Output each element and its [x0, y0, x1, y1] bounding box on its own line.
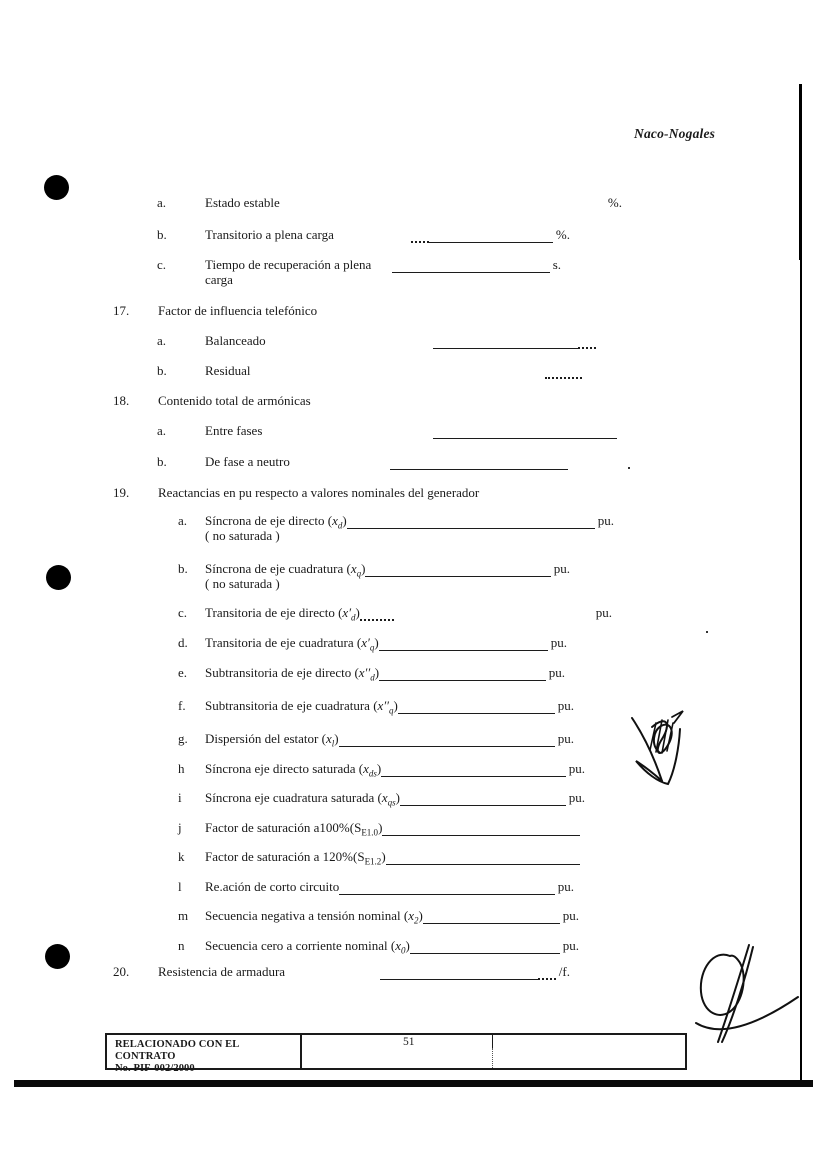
symbol-subscript: 0 — [401, 945, 406, 956]
blank-field-line — [433, 335, 578, 349]
label-text: Transitoria de eje directo ( — [205, 605, 343, 620]
item-label — [205, 333, 266, 349]
blank-field-line — [382, 822, 580, 836]
footer-table — [105, 1033, 687, 1074]
item-label — [205, 454, 290, 470]
spacer — [285, 966, 380, 980]
unit-label: pu. — [557, 698, 574, 713]
dotted-fill-line — [545, 364, 582, 379]
blank-field-line — [423, 910, 560, 924]
item-letter: i — [178, 790, 182, 805]
dotted-fill-line — [360, 606, 394, 621]
symbol-subscript: q — [356, 568, 362, 579]
label-text: x — [350, 561, 357, 576]
label-text: Balanceado — [205, 333, 266, 348]
unit-label: %. — [555, 227, 570, 242]
symbol-subscript: d — [351, 612, 356, 623]
item-letter: a. — [178, 513, 188, 528]
unit-label: pu. — [557, 731, 574, 746]
blank-field-line — [381, 763, 566, 777]
item-number: 19. — [113, 485, 130, 500]
hole-punch-dot — [46, 565, 71, 590]
blank-field-line — [390, 456, 568, 470]
item-letter: d. — [178, 635, 188, 650]
item-label — [205, 820, 382, 836]
unit-label: pu. — [548, 665, 565, 680]
label-text: Contenido total de armónicas — [158, 393, 311, 408]
row-content — [205, 227, 570, 243]
label-text: Residual — [205, 363, 251, 378]
item-letter: m — [178, 908, 189, 923]
footer-contract-line2: No. PIF-002/2000 — [115, 1063, 195, 1074]
item-letter: e. — [178, 665, 188, 680]
label-text: Transitoria de eje cuadratura ( — [205, 635, 362, 650]
scan-speck — [706, 631, 708, 633]
label-text: ) — [378, 820, 383, 835]
item-letter: a. — [157, 423, 167, 438]
blank-field-line — [379, 637, 548, 651]
row-content — [205, 195, 622, 211]
label-text: Re.ación de corto circuito — [205, 879, 340, 894]
blank-field-line — [392, 259, 550, 273]
row-content — [205, 698, 574, 714]
symbol-subscript: qs — [387, 797, 396, 808]
label-text: ) — [334, 731, 339, 746]
row-content — [158, 303, 317, 319]
label-text: ) — [376, 761, 382, 776]
item-label — [158, 964, 285, 980]
label-text: x — [408, 908, 415, 923]
item-label — [205, 195, 280, 211]
item-label — [158, 485, 479, 501]
row-content — [205, 454, 568, 470]
item-label-line2: ( no saturada ) — [205, 576, 280, 591]
blank-field-line — [347, 515, 595, 529]
label-text: ) — [395, 790, 400, 805]
item-letter: h — [178, 761, 185, 776]
symbol-subscript: E1.2 — [364, 856, 382, 867]
footer-contract-line1: RELACIONADO CON EL CONTRATO — [115, 1039, 239, 1062]
label-text: x′ — [361, 635, 370, 650]
item-label — [158, 303, 317, 319]
unit-label: pu. — [595, 605, 612, 620]
item-label — [205, 665, 379, 681]
label-text: x — [363, 761, 369, 776]
footer-cell-divider — [492, 1035, 493, 1048]
item-letter: b. — [157, 227, 167, 242]
handwritten-signature-icon — [686, 936, 802, 1046]
label-text: Factor de influencia telefónico — [158, 303, 318, 318]
item-label — [205, 363, 251, 379]
item-letter: b. — [157, 363, 167, 378]
label-text: Estado estable — [205, 195, 280, 210]
symbol-subscript: d — [370, 672, 375, 683]
item-label — [205, 879, 339, 895]
footer-cell-divider — [492, 1048, 493, 1068]
handwritten-initials-icon — [622, 693, 694, 789]
row-content — [158, 485, 479, 501]
unit-label: pu. — [553, 561, 570, 576]
label-text: Síncrona eje directo saturada ( — [205, 761, 364, 776]
dotted-fill-line — [578, 334, 596, 349]
hole-punch-dot — [45, 944, 70, 969]
label-text: Transitorio a plena carga — [205, 227, 334, 242]
item-number: 17. — [113, 303, 130, 318]
row-content — [205, 849, 580, 865]
item-letter: c. — [178, 605, 188, 620]
blank-field-line — [398, 700, 555, 714]
symbol-subscript: E1.0 — [361, 827, 379, 838]
label-text: ) — [381, 849, 386, 864]
header-project-label: Naco-Nogales — [634, 126, 716, 141]
row-content — [205, 635, 567, 651]
label-text: ) — [405, 938, 410, 953]
label-text: ) — [355, 605, 360, 620]
item-letter: j — [178, 820, 182, 835]
row-content — [205, 908, 579, 924]
row-content — [205, 333, 596, 349]
spacer — [262, 425, 433, 439]
scan-speck — [628, 467, 630, 469]
item-letter: f. — [178, 698, 186, 713]
item-number: 18. — [113, 393, 130, 408]
blank-field-line — [410, 940, 560, 954]
blank-field-line — [339, 881, 554, 895]
item-letter: l — [178, 879, 182, 894]
spacer — [251, 365, 546, 379]
item-number: 20. — [113, 964, 130, 979]
row-content — [205, 879, 574, 895]
spacer — [290, 456, 390, 470]
label-text: ) — [361, 561, 366, 576]
item-label — [205, 731, 339, 747]
label-text: De fase a neutro — [205, 454, 290, 469]
item-label — [205, 513, 347, 529]
unit-label: s. — [552, 257, 561, 272]
dotted-fill-line — [411, 228, 429, 243]
unit-label: pu. — [568, 790, 585, 805]
item-label — [205, 257, 371, 273]
unit-label: pu. — [568, 761, 585, 776]
spacer — [280, 197, 605, 211]
row-content — [205, 938, 579, 954]
unit-label: /f. — [558, 964, 570, 979]
label-text: ) — [418, 908, 423, 923]
item-letter: a. — [157, 195, 167, 210]
label-text: Factor de saturación a 120%(S — [205, 849, 365, 864]
symbol-subscript: d — [337, 520, 343, 531]
dotted-fill-line — [538, 965, 556, 980]
blank-field-line — [386, 851, 580, 865]
blank-field-line — [339, 733, 555, 747]
label-text: ) — [393, 698, 398, 713]
symbol-subscript: q — [389, 705, 394, 716]
label-text: x — [332, 513, 338, 528]
page-number: 51 — [403, 1036, 415, 1048]
label-text: x — [381, 790, 388, 805]
row-content — [158, 393, 311, 409]
spacer — [334, 229, 411, 243]
footer-contract-cell — [107, 1035, 302, 1074]
unit-label: pu. — [597, 513, 614, 528]
label-text: Dispersión del estator ( — [205, 731, 326, 746]
label-text: ) — [342, 513, 347, 528]
label-text: Reactancias en pu respecto a valores nominales del generador — [158, 485, 480, 500]
row-content — [205, 761, 585, 777]
item-label — [158, 393, 311, 409]
spacer — [394, 607, 593, 621]
item-label — [205, 227, 334, 243]
label-text: Síncrona de eje directo ( — [205, 513, 333, 528]
item-letter: g. — [178, 731, 188, 746]
label-text: Síncrona eje cuadratura saturada ( — [205, 790, 382, 805]
item-label-line2: ( no saturada ) — [205, 528, 280, 543]
row-content — [205, 257, 561, 273]
row-content — [205, 605, 612, 621]
item-label — [205, 605, 360, 621]
label-text: Subtransitoria de eje directo ( — [205, 665, 359, 680]
item-letter: c. — [157, 257, 167, 272]
item-label — [205, 908, 423, 924]
item-label — [205, 761, 381, 777]
item-label — [205, 561, 365, 577]
row-content — [205, 513, 614, 529]
label-text: Entre fases — [205, 423, 263, 438]
symbol-subscript: l — [331, 738, 335, 749]
label-text: Subtransitoria de eje cuadratura ( — [205, 698, 378, 713]
item-letter: b. — [178, 561, 188, 576]
blank-field-line — [380, 966, 538, 980]
blank-field-line — [365, 563, 550, 577]
label-text: ) — [374, 665, 380, 680]
row-content — [205, 363, 582, 379]
item-label — [205, 849, 386, 865]
blank-field-line — [379, 667, 546, 681]
blank-field-line — [400, 792, 566, 806]
symbol-subscript: 2 — [414, 915, 419, 926]
label-text: x — [325, 731, 332, 746]
label-text: x′′ — [377, 698, 390, 713]
hole-punch-dot — [44, 175, 69, 200]
row-content — [205, 790, 585, 806]
blank-field-line — [429, 229, 553, 243]
item-letter: n — [178, 938, 185, 953]
symbol-subscript: ds — [368, 768, 377, 779]
item-label-line2: carga — [205, 272, 233, 287]
unit-label: pu. — [562, 938, 579, 953]
row-content — [205, 731, 574, 747]
label-text: x′′ — [358, 665, 371, 680]
item-letter: k — [178, 849, 185, 864]
item-label — [205, 423, 262, 439]
row-content — [205, 561, 570, 577]
item-letter: b. — [157, 454, 167, 469]
item-label — [205, 938, 410, 954]
label-text: Factor de saturación a100%(S — [205, 820, 362, 835]
item-label — [205, 698, 398, 714]
label-text: Resistencia de armadura — [158, 964, 286, 979]
unit-label: pu. — [550, 635, 567, 650]
unit-label: pu. — [557, 879, 574, 894]
label-text: Síncrona de eje cuadratura ( — [205, 561, 351, 576]
unit-label: pu. — [562, 908, 579, 923]
label-text: ) — [374, 635, 379, 650]
row-content — [205, 665, 565, 681]
row-content — [205, 820, 580, 836]
item-label — [205, 790, 400, 806]
item-letter: a. — [157, 333, 167, 348]
label-text: x — [395, 938, 401, 953]
bottom-scan-bar — [14, 1080, 813, 1087]
unit-label: %. — [607, 195, 622, 210]
row-content — [158, 964, 570, 980]
right-edge-scan-line — [799, 84, 802, 260]
spacer — [371, 259, 391, 273]
label-text: x′ — [342, 605, 352, 620]
blank-field-line — [433, 425, 617, 439]
spacer — [266, 335, 433, 349]
symbol-subscript: q — [369, 642, 375, 653]
label-text: Tiempo de recuperación a plena — [205, 257, 372, 272]
row-content — [205, 423, 617, 439]
item-label — [205, 635, 379, 651]
label-text: Secuencia cero a corriente nominal ( — [205, 938, 396, 953]
label-text: Secuencia negativa a tensión nominal ( — [205, 908, 409, 923]
